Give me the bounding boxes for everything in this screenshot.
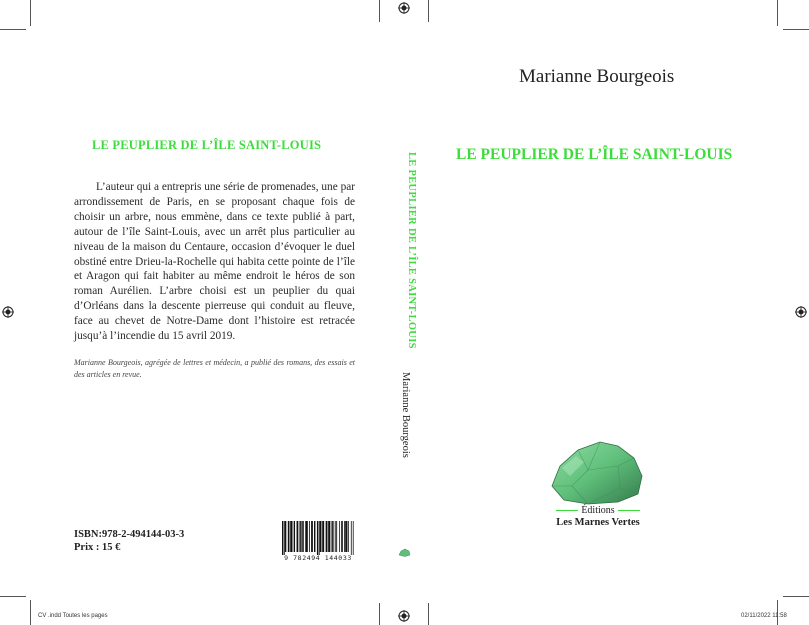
publisher-name: Les Marnes Vertes <box>556 517 640 528</box>
barcode-bar <box>282 521 283 555</box>
barcode-bar <box>346 521 347 552</box>
slug-file-info: CV .indd Toutes les pages <box>38 613 108 619</box>
barcode-bar <box>319 521 320 555</box>
spine-crop-mark <box>379 0 380 22</box>
publisher-block <box>540 505 656 529</box>
spine-title-text: LE PEUPLIER DE L’ÎLE SAINT-LOUIS <box>406 152 417 349</box>
barcode-bar <box>292 521 293 552</box>
spine-crop-mark <box>428 0 429 22</box>
barcode-bar <box>306 521 307 552</box>
crop-mark <box>783 29 809 30</box>
divider <box>556 510 578 511</box>
price: Prix : 15 € <box>74 542 121 553</box>
barcode-bar <box>290 521 291 552</box>
spine-author-text: Marianne Bourgeois <box>400 372 411 458</box>
back-cover-title: LE PEUPLIER DE L’ÎLE SAINT-LOUIS <box>92 138 322 152</box>
barcode-bar <box>333 521 334 552</box>
divider <box>618 510 640 511</box>
editions-line <box>540 505 656 517</box>
front-cover-title: LE PEUPLIER DE L’ÎLE SAINT-LOUIS <box>456 146 733 163</box>
barcode-bar <box>307 521 308 552</box>
editions-label: Éditions <box>581 505 615 516</box>
barcode-bar <box>322 521 323 552</box>
barcode-bar <box>353 521 354 555</box>
back-cover-summary <box>74 180 355 344</box>
barcode-bar <box>288 521 289 552</box>
spine-crop-mark <box>379 603 380 625</box>
barcode-bar <box>323 521 324 552</box>
barcode-bar <box>314 521 315 552</box>
barcode-bar <box>335 521 336 552</box>
barcode-bar <box>342 521 343 552</box>
crop-mark <box>0 29 26 30</box>
barcode-bar <box>351 521 352 555</box>
front-cover-author: Marianne Bourgeois <box>519 66 675 87</box>
registration-mark-icon <box>795 306 807 318</box>
spine-stone-icon <box>398 544 411 553</box>
registration-mark-icon <box>398 2 410 14</box>
barcode <box>280 521 356 563</box>
registration-mark-icon <box>398 610 410 622</box>
barcode-bar <box>336 521 337 552</box>
author-bio: Marianne Bourgeois, agrégée de lettres et médecin, a publié des romans, des essais et des articles en revue. <box>74 358 355 379</box>
barcode-bar <box>344 521 345 552</box>
barcode-bar <box>331 521 332 552</box>
slug-timestamp: 02/11/2022 11:58 <box>741 613 787 619</box>
registration-mark-icon <box>2 306 14 318</box>
barcode-bar <box>339 521 340 552</box>
barcode-bar <box>326 521 327 552</box>
barcode-bar <box>348 521 349 552</box>
isbn-number: ISBN:978-2-494144-03-3 <box>74 529 185 540</box>
barcode-bar <box>317 521 318 555</box>
spine-crop-mark <box>428 603 429 625</box>
barcode-bar <box>330 521 331 552</box>
green-stone-icon <box>548 436 646 506</box>
spine-title <box>403 152 417 362</box>
barcode-digits: 9 782494 144033 <box>284 554 352 562</box>
barcode-bar <box>298 521 299 552</box>
crop-mark <box>0 596 26 597</box>
barcode-bar <box>309 521 310 552</box>
barcode-bar <box>284 521 285 555</box>
barcode-bar <box>341 521 342 552</box>
barcode-bar <box>302 521 303 552</box>
barcode-bar <box>345 521 346 552</box>
crop-mark <box>30 600 31 625</box>
isbn-block <box>74 528 184 554</box>
barcode-bar <box>312 521 313 552</box>
barcode-bar <box>320 521 321 552</box>
summary-paragraph: L’auteur qui a entrepris une série de promenades, une par arrondissement de Paris, en se proposant chaque fois de choisir un arbre, nous emmène, dans ce texte publié à part, autour de l’île Saint-Louis, avec un arrêt plus particulier au niveau de la maison du Centaure, occasion d’évoquer le duel obstiné entre Drieu-la-Rochelle qui habita cette pointe de l’île et Aragon qui fait habiter au même endroit le héros de son roman Aurélien. L’arbre choisi est un peuplier du quai d’Orléans dans la descente pierreuse qui conduit au fleuve, face au chevet de Notre-Dame dont l’histoire est retracée jusqu’à l’incendie du 15 avril 2019. <box>74 181 355 343</box>
barcode-bar <box>285 521 286 552</box>
barcode-bar <box>328 521 329 552</box>
barcode-bar <box>294 521 295 552</box>
spine-author <box>397 372 411 462</box>
crop-mark <box>783 596 809 597</box>
crop-mark <box>777 0 778 26</box>
barcode-bar <box>301 521 302 552</box>
crop-mark <box>30 0 31 26</box>
barcode-bar <box>299 521 300 552</box>
